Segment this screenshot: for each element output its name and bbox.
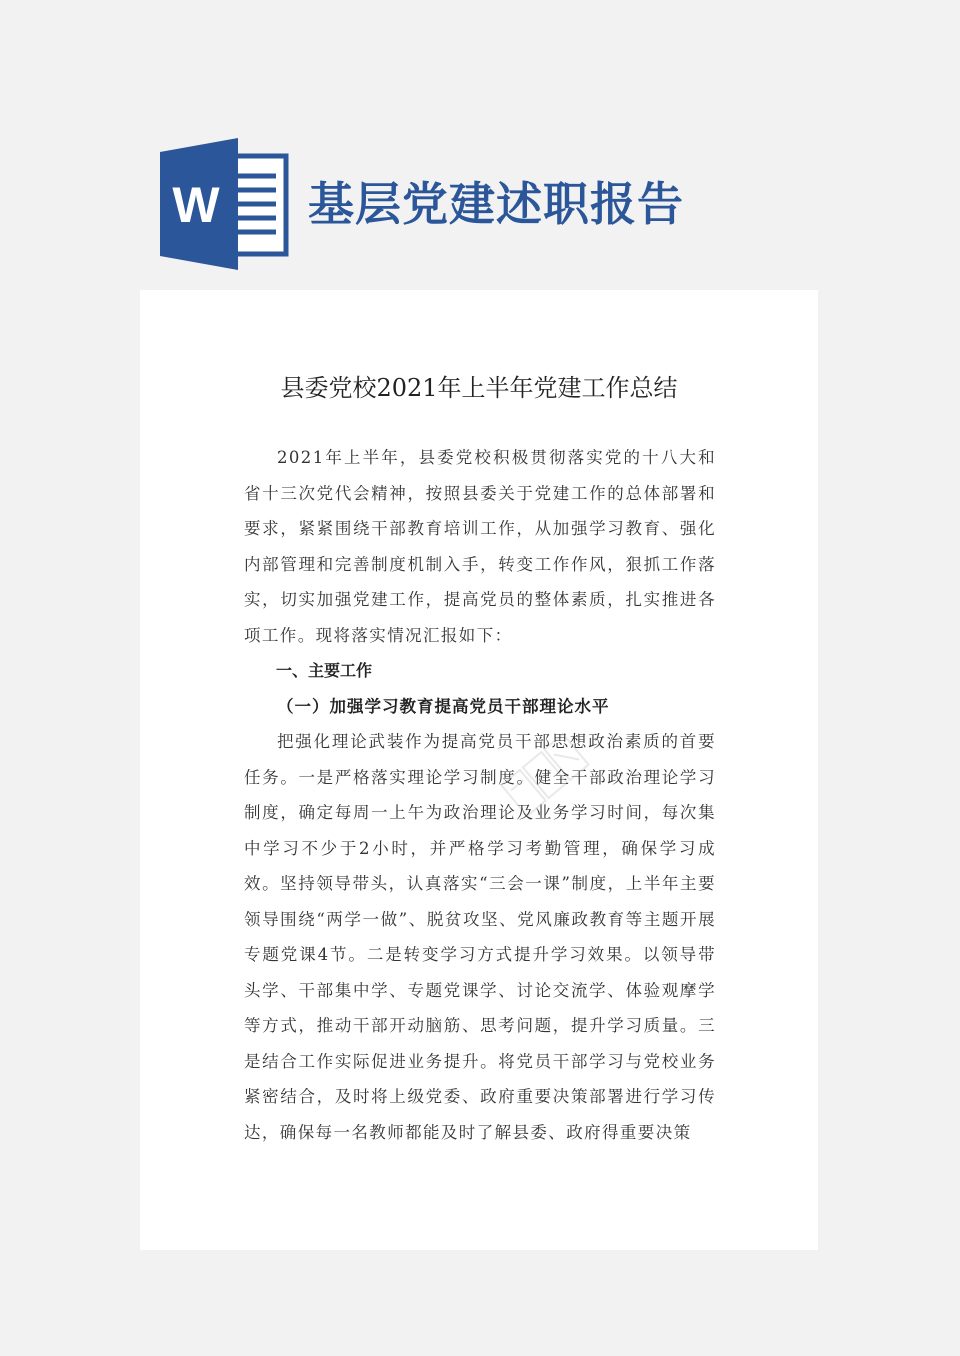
document-page	[140, 290, 818, 1250]
document-body	[244, 440, 716, 1150]
logo-letter: W	[172, 177, 220, 233]
body-paragraph: 把强化理论武装作为提高党员干部思想政治素质的首要任务。一是严格落实理论学习制度。健全干部政治理论学习制度，确定每周一上午为政治理论及业务学习时间，每次集中学习不少于2小时，并严格学习考勤管理，确保学习成效。坚持领导带头，认真落实“三会一课”制度，上半年主要领导围绕“两学一做”、脱贫攻坚、党风廉政教育等主题开展专题党课4节。二是转变学习方式提升学习效果。以领导带头学、干部集中学、专题党课学、讨论交流学、体验观摩学等方式，推动干部开动脑筋、思考问题，提升学习质量。三是结合工作实际促进业务提升。将党员干部学习与党校业务紧密结合，及时将上级党委、政府重要决策部署进行学习传达，确保每一名教师都能及时了解县委、政府得重要决策	[244, 732, 716, 1142]
banner	[160, 138, 780, 270]
subsection-heading: （一）加强学习教育提高党员干部理论水平	[277, 696, 610, 716]
intro-paragraph: 2021年上半年，县委党校积极贯彻落实党的十八大和省十三次党代会精神，按照县委关于党建工作的总体部署和要求，紧紧围绕干部教育培训工作，从加强学习教育、强化内部管理和完善制度机制入手，转变工作作风，狠抓工作落实，切实加强党建工作，提高党员的整体素质，扎实推进各项工作。现将落实情况汇报如下：	[244, 448, 716, 645]
document-title: 县委党校2021年上半年党建工作总结	[280, 374, 678, 402]
word-document-icon	[160, 138, 292, 270]
banner-title: 基层党建述职报告	[308, 177, 684, 231]
section-heading: 一、主要工作	[276, 661, 373, 680]
